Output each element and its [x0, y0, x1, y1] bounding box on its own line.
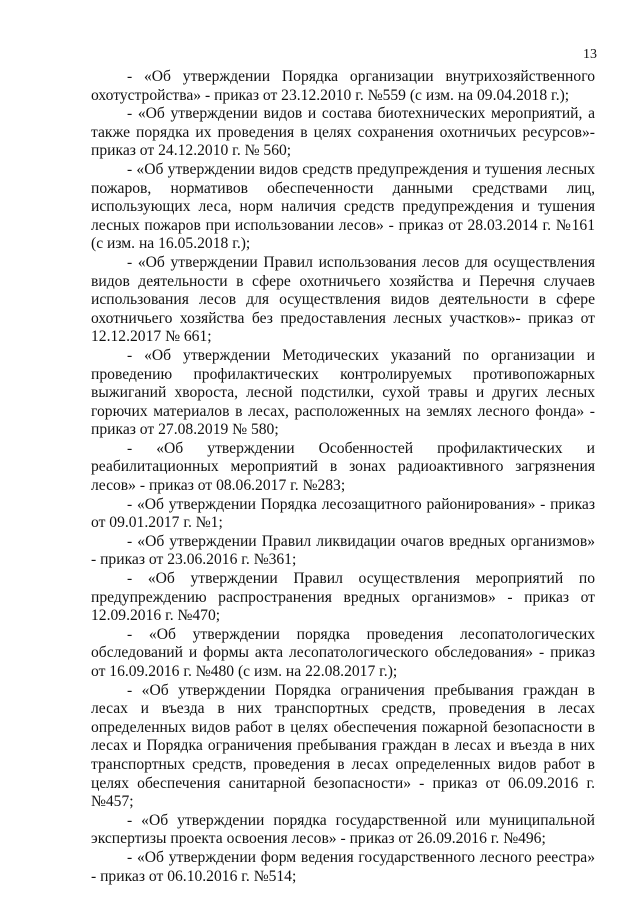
list-item: - «Об утверждении порядка государственной или муниципальной экспертизы проекта освоения лесов» - приказ от 26.09.2016 г. №496;: [91, 811, 595, 848]
page-number: 13: [583, 47, 597, 62]
list-item: - «Об утверждении видов средств предупреждения и тушения лесных пожаров, нормативов обеспеченности данными средствами лиц, использующих леса, норм наличия средств предупреждения и тушения лесных пожаров при использовании лесов» - приказ от 28.03.2014 г. №161 (с изм. на 16.05.2018 г.);: [91, 160, 595, 253]
document-body: [91, 68, 595, 886]
list-item: - «Об утверждении Методических указаний по организации и проведению профилактических контролируемых противопожарных выжиганий хвороста, лесной подстилки, сухой травы и других лесных горючих материалов в лесах, расположенных на землях лесного фонда» - приказ от 27.08.2019 № 580;: [91, 346, 595, 439]
list-item: - «Об утверждении Порядка ограничения пребывания граждан в лесах и въезда в них транспортных средств, проведения в лесах определенных видов работ в целях обеспечения пожарной безопасности в лесах и Порядка ограничения пребывания граждан в лесах и въезда в них транспортных средств, проведения в лесах определенных видов работ в целях обеспечения санитарной безопасности» - приказ от 06.09.2016 г. №457;: [91, 681, 595, 811]
list-item: - «Об утверждении Правил ликвидации очагов вредных организмов» - приказ от 23.06.2016 г. №361;: [91, 532, 595, 569]
list-item: - «Об утверждении Порядка лесозащитного районирования» - приказ от 09.01.2017 г. №1;: [91, 495, 595, 532]
list-item: - «Об утверждении порядка проведения лесопатологических обследований и формы акта лесопатологического обследования» - приказ от 16.09.2016 г. №480 (с изм. на 22.08.2017 г.);: [91, 625, 595, 680]
list-item: - «Об утверждении Правил осуществления мероприятий по предупреждению распространения вредных организмов» - приказ от 12.09.2016 г. №470;: [91, 570, 595, 625]
list-item: - «Об утверждении видов и состава биотехнических мероприятий, а также порядка их проведения в целях сохранения охотничьих ресурсов»- приказ от 24.12.2010 г. № 560;: [91, 105, 595, 160]
list-item: - «Об утверждении Порядка организации внутрихозяйственного охотустройства» - приказ от 23.12.2010 г. №559 (с изм. на 09.04.2018 г.);: [91, 68, 595, 104]
list-item: - «Об утверждении Правил использования лесов для осуществления видов деятельности в сфере охотничьего хозяйства и Перечня случаев использования лесов для осуществления видов деятельности в сфере охотничьего хозяйства без предоставления лесных участков»- приказ от 12.12.2017 № 661;: [91, 253, 595, 346]
list-item: - «Об утверждении форм ведения государственного лесного реестра» - приказ от 06.10.2016 г. №514;: [91, 848, 595, 885]
list-item: - «Об утверждении Особенностей профилактических и реабилитационных мероприятий в зонах радиоактивного загрязнения лесов» - приказ от 08.06.2017 г. №283;: [91, 439, 595, 495]
